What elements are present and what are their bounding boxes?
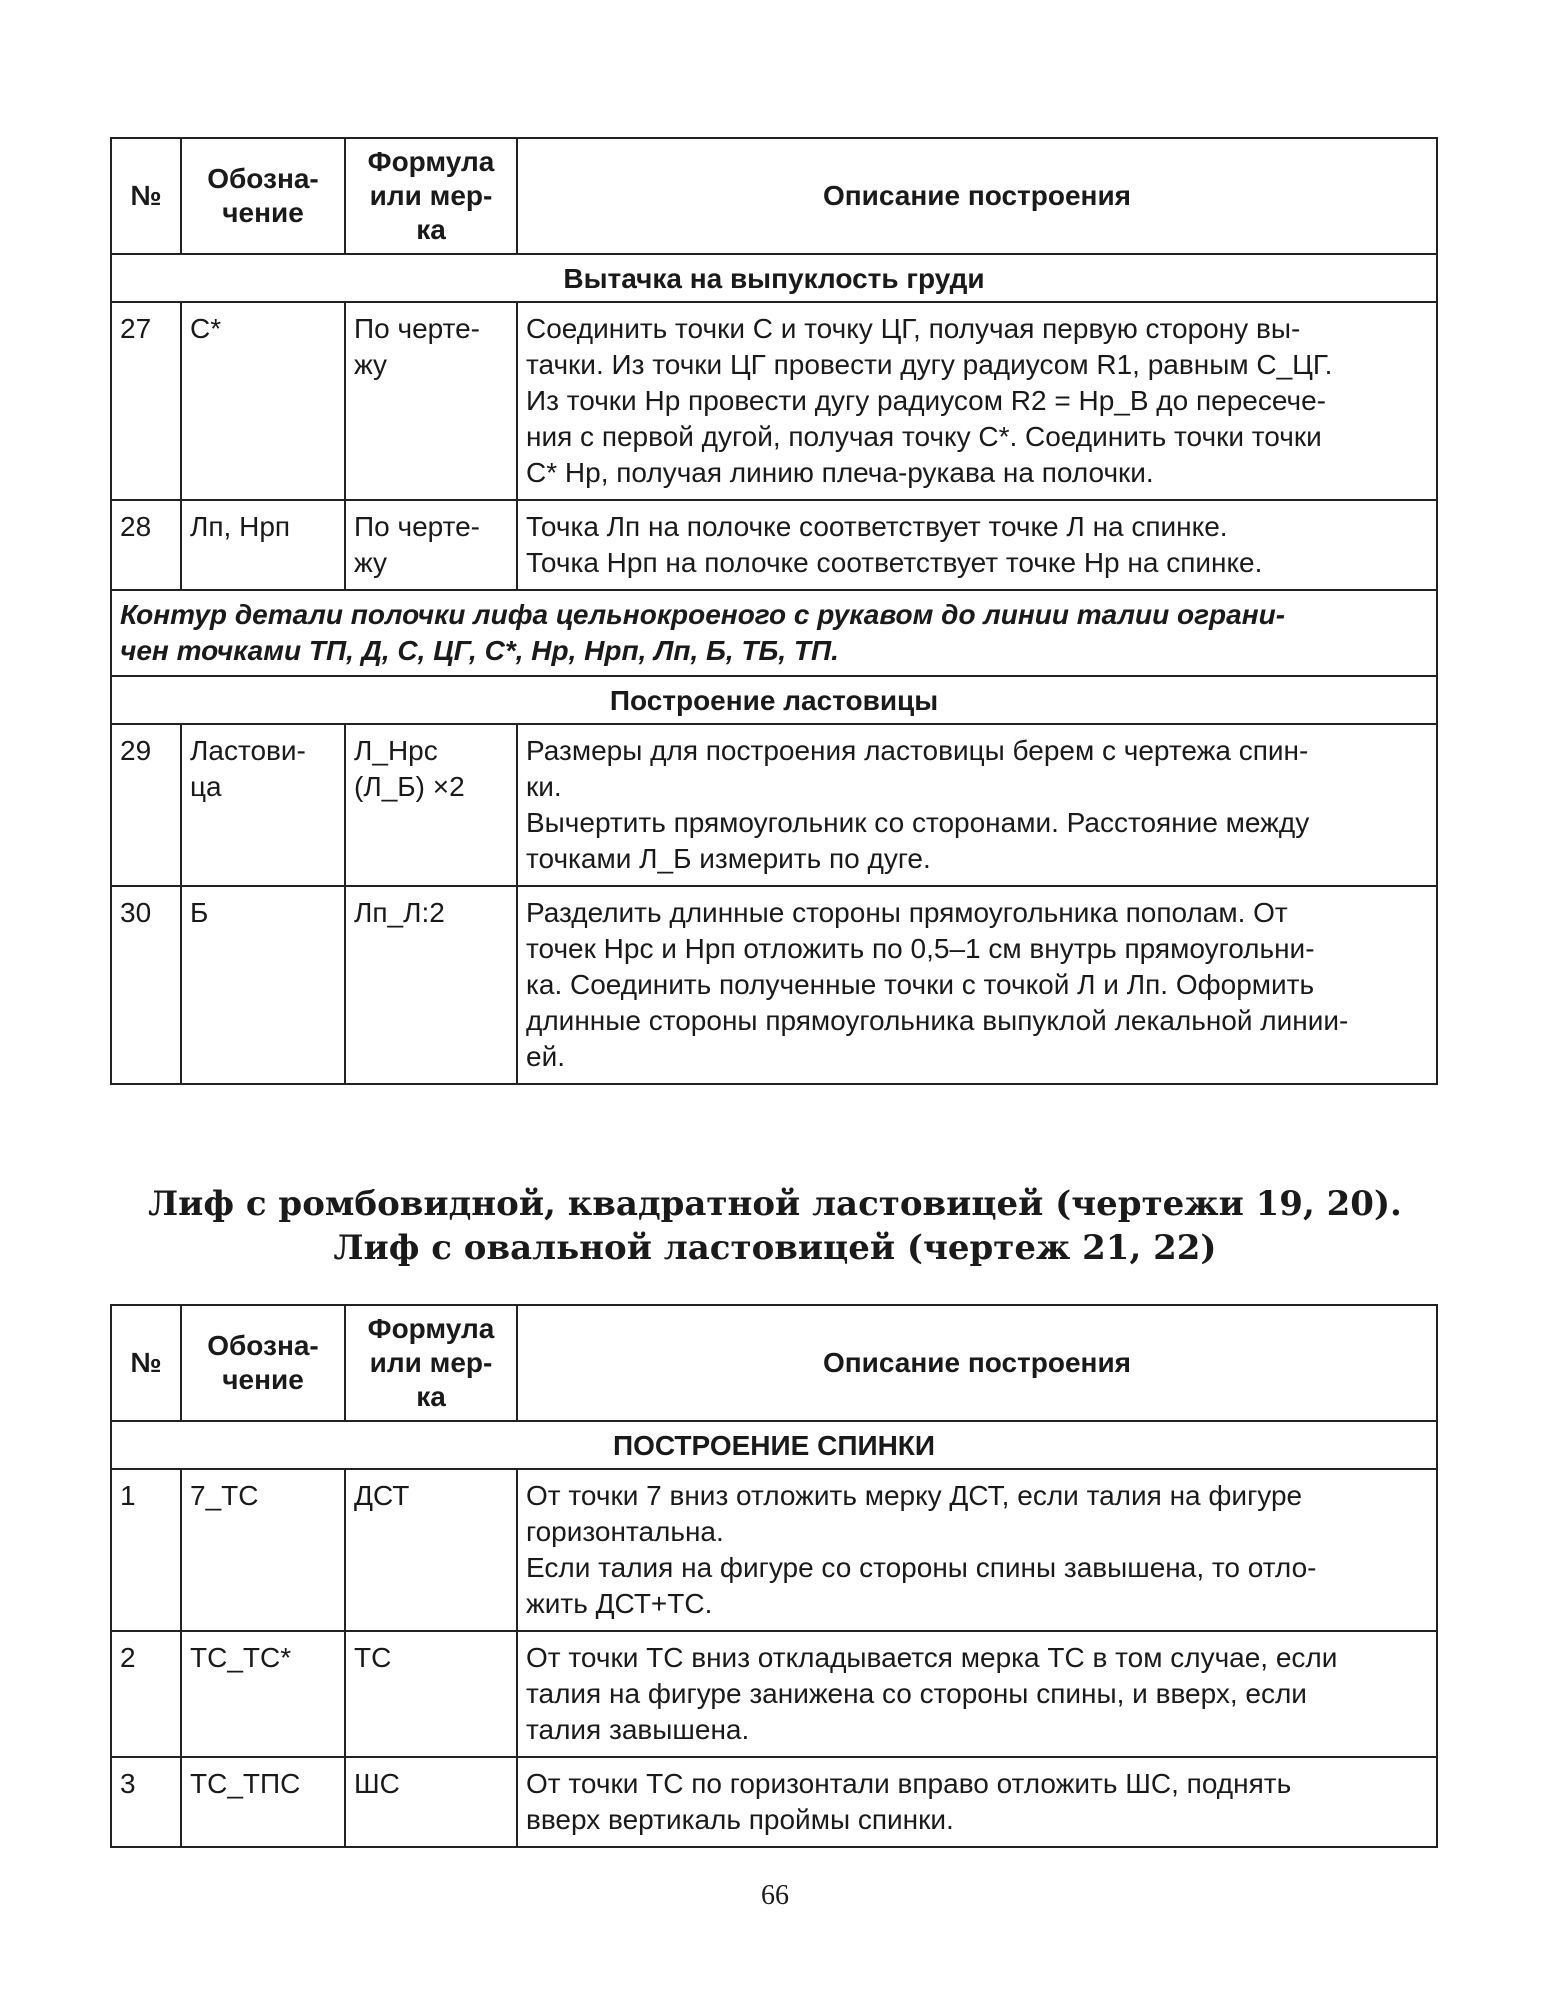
text-line: Разделить длинные стороны прямоугольника пополам. От (526, 897, 1288, 928)
text-line: Соединить точки С и точку ЦГ, получая первую сторону вы- (526, 313, 1301, 344)
header-designation: Обозна- чение (181, 1305, 345, 1421)
header-formula: Формула или мер- ка (345, 138, 517, 254)
row-designation: Б (181, 886, 345, 1084)
table-header-row (111, 138, 1437, 254)
header-description: Описание построения (517, 138, 1437, 254)
table-row (111, 302, 1437, 500)
text-line: ей. (526, 1041, 565, 1072)
contour-note-row (111, 590, 1437, 676)
row-formula: По черте- жу (345, 500, 517, 590)
row-description (517, 500, 1437, 590)
text-line: ка. Соединить полученные точки с точкой Л и Лп. Оформить (526, 969, 1315, 1000)
text-line: Размеры для построения ластовицы берем с чертежа спин- (526, 735, 1309, 766)
row-formula: Л_Нрс (Л_Б) ×2 (345, 724, 517, 886)
contour-note (111, 590, 1437, 676)
table-row (111, 500, 1437, 590)
text-line: ния с первой дугой, получая точку С*. Соединить точки точки (526, 421, 1322, 452)
row-formula: Лп_Л:2 (345, 886, 517, 1084)
table-row (111, 724, 1437, 886)
table-row (111, 886, 1437, 1084)
text-line: От точки 7 вниз отложить мерку ДСТ, если талия на фигуре (526, 1480, 1303, 1511)
row-number: 1 (111, 1469, 181, 1631)
text-line: жить ДСТ+ТС. (526, 1588, 713, 1619)
row-formula: По черте- жу (345, 302, 517, 500)
row-number: 2 (111, 1631, 181, 1757)
row-designation: С* (181, 302, 345, 500)
row-designation: Лп, Нрп (181, 500, 345, 590)
row-description (517, 1631, 1437, 1757)
text-line: ки. (526, 771, 562, 802)
table-row (111, 1469, 1437, 1631)
text-line: талия завышена. (526, 1714, 750, 1745)
row-designation: ТС_ТС* (181, 1631, 345, 1757)
text-line: Если талия на фигуре со стороны спины завышена, то отло- (526, 1552, 1317, 1583)
row-designation: 7_ТС (181, 1469, 345, 1631)
section-row (111, 254, 1437, 302)
section-title: Вытачка на выпуклость груди (111, 254, 1437, 302)
text-line: тачки. Из точки ЦГ провести дугу радиусом R1, равным С_ЦГ. (526, 349, 1333, 380)
header-number: № (111, 138, 181, 254)
row-formula: ШС (345, 1757, 517, 1847)
text-line: вверх вертикаль проймы спинки. (526, 1804, 954, 1835)
text-line: талия на фигуре занижена со стороны спины, и вверх, если (526, 1678, 1307, 1709)
row-description (517, 724, 1437, 886)
header-formula: Формула или мер- ка (345, 1305, 517, 1421)
table-row (111, 1757, 1437, 1847)
row-number: 27 (111, 302, 181, 500)
row-formula: ДСТ (345, 1469, 517, 1631)
section-title: ПОСТРОЕНИЕ СПИНКИ (111, 1421, 1437, 1469)
text-line: Точка Нрп на полочке соответствует точке Нр на спинке. (526, 547, 1263, 578)
header-number: № (111, 1305, 181, 1421)
row-formula: ТС (345, 1631, 517, 1757)
row-description (517, 1757, 1437, 1847)
row-designation: ТС_ТПС (181, 1757, 345, 1847)
section-row (111, 676, 1437, 724)
table-header-row (111, 1305, 1437, 1421)
row-number: 30 (111, 886, 181, 1084)
text-line: чен точками ТП, Д, С, ЦГ, С*, Нр, Нрп, Лп, Б, ТБ, ТП. (120, 635, 839, 666)
construction-table-1 (110, 137, 1438, 1085)
table-row (111, 1631, 1437, 1757)
row-number: 3 (111, 1757, 181, 1847)
text-line: точек Нрс и Нрп отложить по 0,5–1 см внутрь прямоугольни- (526, 933, 1315, 964)
row-description (517, 302, 1437, 500)
section-heading (0, 1182, 1550, 1270)
text-line: От точки ТС по горизонтали вправо отложить ШС, поднять (526, 1768, 1292, 1799)
row-description (517, 1469, 1437, 1631)
text-line: точками Л_Б измерить по дуге. (526, 843, 931, 874)
text-line: Вычертить прямоугольник со сторонами. Расстояние между (526, 807, 1310, 838)
text-line: Точка Лп на полочке соответствует точке Л на спинке. (526, 511, 1228, 542)
text-line: горизонтальна. (526, 1516, 724, 1547)
row-number: 28 (111, 500, 181, 590)
page-number: 66 (761, 1880, 789, 1911)
construction-table-2 (110, 1304, 1438, 1848)
text-line: От точки ТС вниз откладывается мерка ТС в том случае, если (526, 1642, 1338, 1673)
section-title: Построение ластовицы (111, 676, 1437, 724)
heading-line-1: Лиф с ромбовидной, квадратной ластовицей (чертежи 19, 20). (148, 1184, 1402, 1224)
header-designation: Обозна- чение (181, 138, 345, 254)
header-description: Описание построения (517, 1305, 1437, 1421)
text-line: Из точки Нр провести дугу радиусом R2 = Нр_В до пересече- (526, 385, 1326, 416)
row-number: 29 (111, 724, 181, 886)
row-description (517, 886, 1437, 1084)
row-designation: Ластови- ца (181, 724, 345, 886)
text-line: длинные стороны прямоугольника выпуклой лекальной линии- (526, 1005, 1349, 1036)
heading-line-2: Лиф с овальной ластовицей (чертеж 21, 22) (333, 1228, 1217, 1268)
text-line: С* Нр, получая линию плеча-рукава на полочки. (526, 457, 1154, 488)
section-row (111, 1421, 1437, 1469)
text-line: Контур детали полочки лифа цельнокроеного с рукавом до линии талии ограни- (120, 599, 1286, 630)
